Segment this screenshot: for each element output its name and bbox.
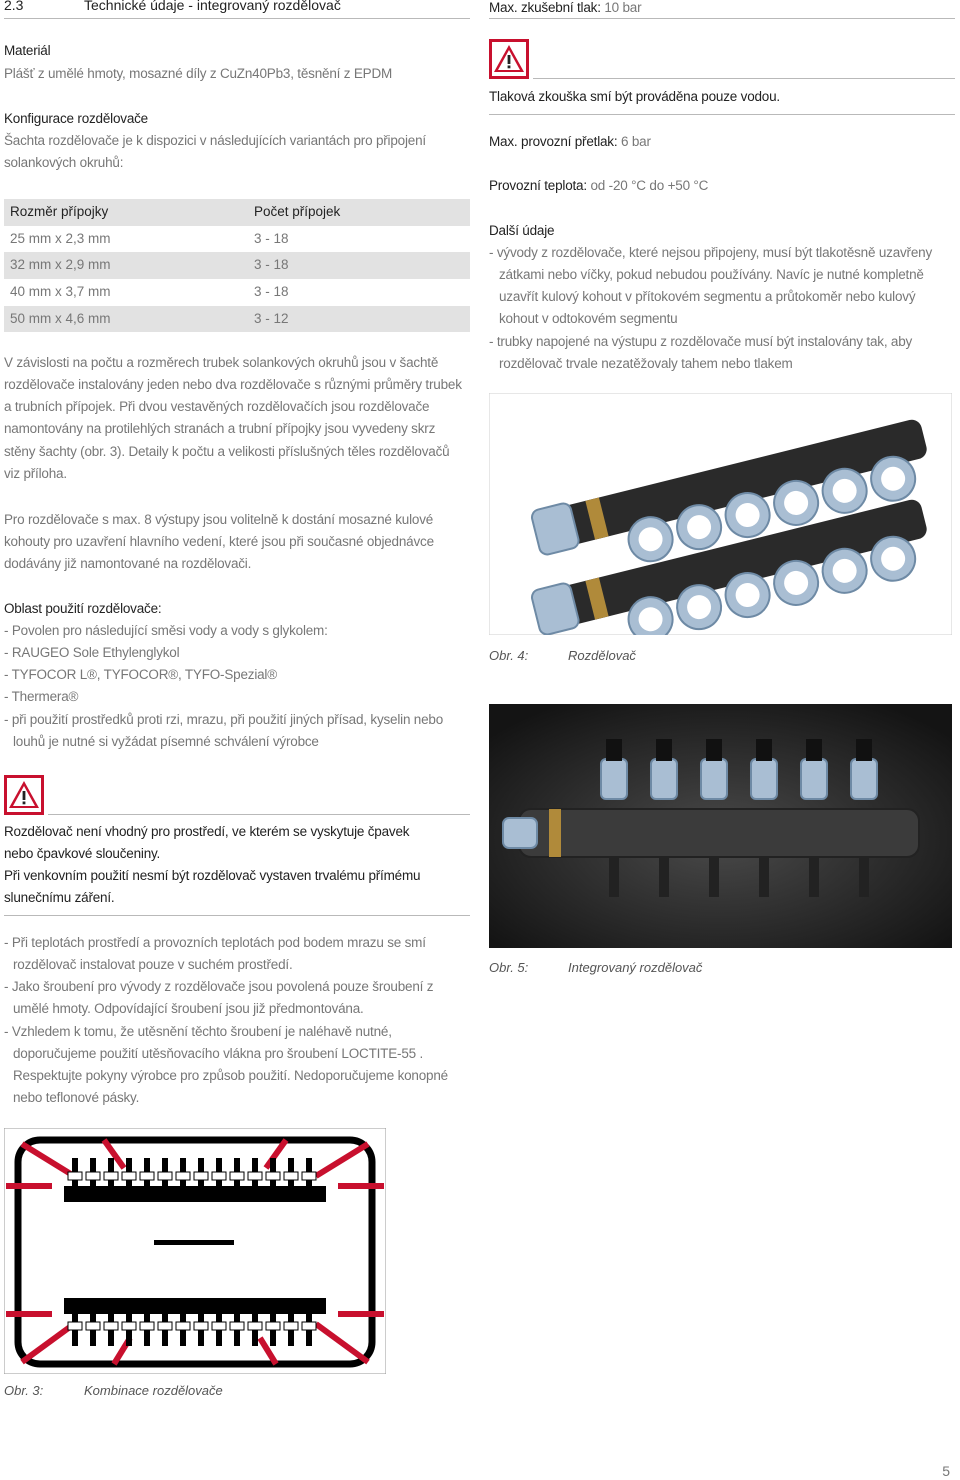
further-heading: Další údaje	[489, 223, 555, 238]
note-line: Respektujte pokyny výrobce pro způsob použití. Nedoporučujeme konopné	[13, 1068, 448, 1083]
warning-rule	[533, 78, 955, 79]
paragraph-line: kohouty pro uzavření hlavního vedení, které jsou při současné objednávce	[4, 534, 434, 549]
connection-table	[4, 199, 470, 332]
table-cell: 25 mm x 2,3 mm	[10, 230, 111, 246]
page-number: 5	[942, 1463, 950, 1479]
table-header-cell: Rozměr přípojky	[10, 204, 109, 219]
figure-4-caption: Rozdělovač	[568, 648, 636, 663]
figure-3-label: Obr. 3:	[4, 1383, 44, 1398]
warning-line: nebo čpavkové sloučeniny.	[4, 846, 161, 861]
table-row	[4, 279, 470, 306]
table-cell: 3 - 18	[254, 230, 289, 246]
table-row	[4, 226, 470, 253]
usage-item: - Thermera®	[4, 689, 79, 704]
op-pressure-label: Max. provozní přetlak:	[489, 134, 618, 149]
usage-item: - Povolen pro následující směsi vody a vody s glykolem:	[4, 623, 328, 638]
paragraph-line: dodávány již namontované na rozdělovači.	[4, 556, 252, 571]
table-cell: 3 - 18	[254, 257, 289, 273]
paragraph-line: namontovány na protilehlých stranách a trubní přípojky jsou vyvedeny skrz	[4, 421, 436, 436]
test-pressure-value: 10 bar	[604, 0, 642, 15]
section-header	[4, 0, 470, 19]
test-pressure-label: Max. zkušební tlak:	[489, 0, 601, 15]
further-item: uzavřít kulový kohout v přítokovém segmentu a průtokoměr nebo kulový	[499, 289, 916, 304]
op-temp-value: od -20 °C do +50 °C	[590, 178, 709, 193]
warning-rule	[489, 114, 955, 115]
usage-item: - TYFOCOR L®, TYFOCOR®, TYFO-Spezial®	[4, 667, 277, 682]
integrated-distributor-photo	[489, 704, 952, 948]
config-text-line: solankových okruhů:	[4, 155, 124, 170]
table-header-row	[4, 199, 470, 226]
note-line: doporučujeme použití utěsňovacího vlákna pro šroubení LOCTITE-55 .	[13, 1046, 424, 1061]
usage-item: - RAUGEO Sole Ethylenglykol	[4, 645, 180, 660]
note-line: rozdělovač instalovat pouze v suchém prostředí.	[13, 957, 293, 972]
paragraph-line: viz příloha.	[4, 466, 67, 481]
note-line: - Při teplotách prostředí a provozních teplotách pod bodem mrazu se smí	[4, 935, 426, 950]
figure-5-label: Obr. 5:	[489, 960, 529, 975]
note-line: umělé hmoty. Odpovídající šroubení jsou již předmontována.	[13, 1001, 364, 1016]
distributor-photo	[489, 393, 952, 635]
figure-5-caption: Integrovaný rozdělovač	[568, 960, 703, 975]
further-item: - trubky napojené na výstupu z rozdělovače musí být instalovány tak, aby	[489, 334, 913, 349]
test-pressure	[489, 0, 641, 19]
usage-item: - při použití prostředků proti rzi, mrazu, při použití jiných přísad, kyselin nebo	[4, 712, 444, 727]
operating-temperature	[489, 175, 708, 197]
warning-rule	[4, 915, 470, 916]
table-cell: 3 - 12	[254, 310, 289, 326]
warning-rule	[48, 814, 470, 815]
warning-line: Při venkovním použití nesmí být rozdělovač vystaven trvalému přímému	[4, 868, 421, 883]
distributor-combination-diagram	[4, 1128, 386, 1374]
further-item: zátkami nebo víčky, pokud nebudou používány. Navíc je nutné kompletně	[499, 267, 924, 282]
usage-item: louhů je nutné si vyžádat písemné schválení výrobce	[13, 734, 319, 749]
op-temp-label: Provozní teplota:	[489, 178, 587, 193]
further-item: kohout v odtokovém segmentu	[499, 311, 678, 326]
header-rule	[489, 18, 955, 19]
note-line: - Vzhledem k tomu, že utěsnění těchto šroubení je naléhavě nutné,	[4, 1024, 392, 1039]
table-cell: 50 mm x 4,6 mm	[10, 310, 111, 326]
section-number: 2.3	[4, 0, 24, 13]
material-heading: Materiál	[4, 43, 51, 58]
paragraph-line: Pro rozdělovače s max. 8 výstupy jsou volitelně k dostání mosazné kulové	[4, 512, 434, 527]
paragraph-line: V závislosti na počtu a rozměrech trubek solankových okruhů jsou v šachtě	[4, 355, 439, 370]
op-pressure-value: 6 bar	[620, 134, 651, 149]
figure-3-caption: Kombinace rozdělovače	[84, 1383, 223, 1398]
warning-line: slunečnímu záření.	[4, 890, 115, 905]
further-item: - vývody z rozdělovače, které nejsou připojeny, musí být tlakotěsně uzavřeny	[489, 245, 933, 260]
config-heading: Konfigurace rozdělovače	[4, 111, 148, 126]
pressure-warning: Tlaková zkouška smí být prováděna pouze vodou.	[489, 89, 780, 104]
table-cell: 3 - 18	[254, 284, 289, 300]
figure-4-label: Obr. 4:	[489, 648, 529, 663]
table-cell: 32 mm x 2,9 mm	[10, 257, 111, 273]
table-row	[4, 306, 470, 333]
note-line: - Jako šroubení pro vývody z rozdělovače jsou povolená pouze šroubení z	[4, 979, 434, 994]
operating-pressure	[489, 131, 651, 153]
warning-icon	[489, 39, 529, 79]
paragraph-line: rozdělovače instalovány jeden nebo dva rozdělovače s různými průměry trubek	[4, 377, 462, 392]
config-text-line: Šachta rozdělovače je k dispozici v následujících variantách pro připojení	[4, 133, 426, 148]
paragraph-line: a trubních přípojek. Při dvou vestavěných rozdělovačích jsou rozdělovače	[4, 399, 430, 414]
table-header-cell: Počet přípojek	[254, 204, 341, 219]
further-item: rozdělovač trvale nezatěžovaly tahem nebo tlakem	[499, 356, 793, 371]
paragraph-line: stěny šachty (obr. 3). Detaily k počtu a velikosti příslušných těles rozdělovačů	[4, 444, 450, 459]
section-title: Technické údaje - integrovaný rozdělovač	[84, 0, 341, 13]
table-cell: 40 mm x 3,7 mm	[10, 284, 111, 300]
warning-icon	[4, 775, 44, 815]
note-line: nebo teflonové pásky.	[13, 1090, 140, 1105]
warning-line: Rozdělovač není vhodný pro prostředí, ve kterém se vyskytuje čpavek	[4, 824, 410, 839]
table-row	[4, 252, 470, 279]
material-text: Plášť z umělé hmoty, mosazné díly z CuZn40Pb3, těsnění z EPDM	[4, 66, 393, 81]
usage-heading: Oblast použití rozdělovače:	[4, 601, 162, 616]
